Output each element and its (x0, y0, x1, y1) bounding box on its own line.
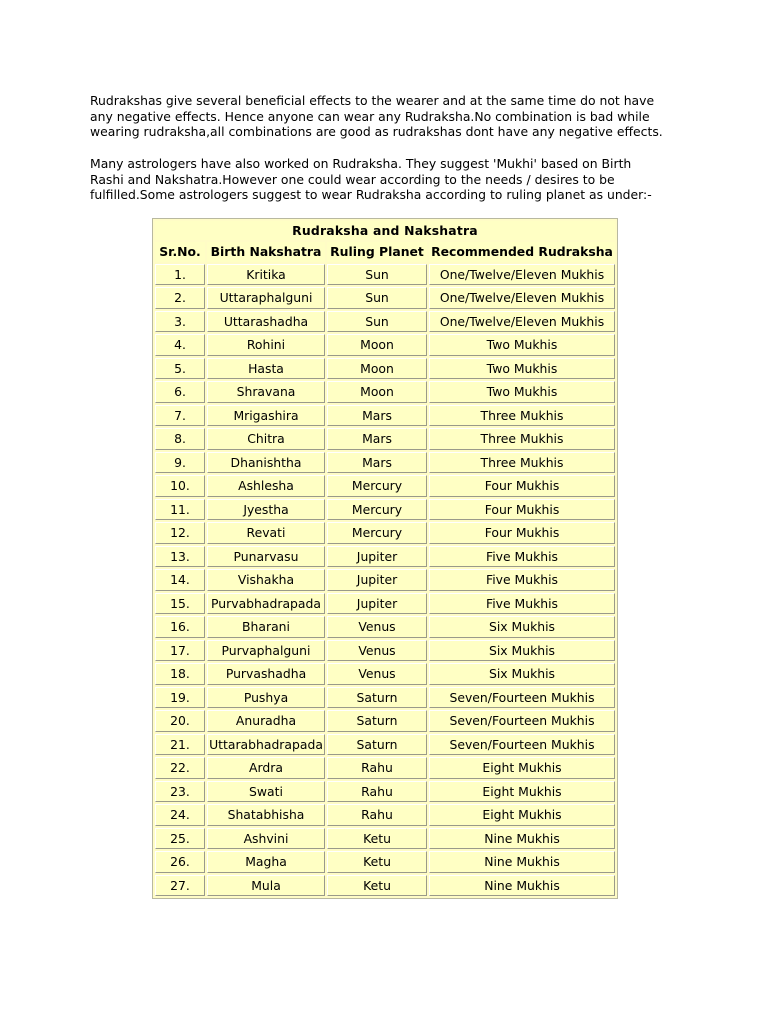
cell-ruling-planet: Moon (327, 381, 427, 403)
cell-recommended-rudraksha: Eight Mukhis (429, 757, 615, 779)
rudraksha-nakshatra-table (152, 218, 618, 899)
cell-birth-nakshatra: Punarvasu (207, 546, 325, 568)
cell-birth-nakshatra: Ashvini (207, 828, 325, 850)
cell-srno: 1. (155, 264, 205, 286)
cell-srno: 3. (155, 311, 205, 333)
cell-srno: 26. (155, 851, 205, 873)
cell-birth-nakshatra: Mula (207, 875, 325, 897)
cell-ruling-planet: Venus (327, 616, 427, 638)
table-row (155, 381, 615, 403)
cell-birth-nakshatra: Mrigashira (207, 405, 325, 427)
cell-recommended-rudraksha: Five Mukhis (429, 593, 615, 615)
text-line: Rashi and Nakshatra.However one could wear according to the needs / desires to be (90, 171, 615, 187)
table-row (155, 640, 615, 662)
cell-srno: 25. (155, 828, 205, 850)
table-row (155, 405, 615, 427)
table-row (155, 428, 615, 450)
cell-birth-nakshatra: Chitra (207, 428, 325, 450)
cell-recommended-rudraksha: Five Mukhis (429, 569, 615, 591)
cell-birth-nakshatra: Magha (207, 851, 325, 873)
cell-birth-nakshatra: Shatabhisha (207, 804, 325, 826)
table-row (155, 452, 615, 474)
table-row (155, 875, 615, 897)
cell-ruling-planet: Jupiter (327, 546, 427, 568)
cell-birth-nakshatra: Kritika (207, 264, 325, 286)
table-caption-row (155, 221, 615, 240)
cell-recommended-rudraksha: Nine Mukhis (429, 828, 615, 850)
table-row (155, 593, 615, 615)
cell-birth-nakshatra: Purvashadha (207, 663, 325, 685)
table-row (155, 475, 615, 497)
cell-ruling-planet: Jupiter (327, 569, 427, 591)
cell-ruling-planet: Rahu (327, 757, 427, 779)
text-line: Rudrakshas give several beneficial effects to the wearer and at the same time do not have (90, 93, 655, 108)
cell-birth-nakshatra: Uttarashadha (207, 311, 325, 333)
cell-recommended-rudraksha: Three Mukhis (429, 452, 615, 474)
table-row (155, 710, 615, 732)
cell-ruling-planet: Rahu (327, 804, 427, 826)
column-header-srno: Sr.No. (155, 242, 205, 262)
table-row (155, 687, 615, 709)
text-line: Many astrologers have also worked on Rudraksha. They suggest 'Mukhi' based on Birth (90, 156, 632, 171)
cell-birth-nakshatra: Pushya (207, 687, 325, 709)
cell-srno: 14. (155, 569, 205, 591)
cell-srno: 8. (155, 428, 205, 450)
cell-srno: 16. (155, 616, 205, 638)
cell-ruling-planet: Mars (327, 452, 427, 474)
cell-srno: 19. (155, 687, 205, 709)
cell-ruling-planet: Mercury (327, 499, 427, 521)
table-row (155, 663, 615, 685)
cell-srno: 10. (155, 475, 205, 497)
cell-birth-nakshatra: Purvaphalguni (207, 640, 325, 662)
cell-srno: 22. (155, 757, 205, 779)
cell-ruling-planet: Ketu (327, 828, 427, 850)
cell-recommended-rudraksha: Seven/Fourteen Mukhis (429, 710, 615, 732)
cell-srno: 24. (155, 804, 205, 826)
cell-ruling-planet: Venus (327, 640, 427, 662)
cell-recommended-rudraksha: Two Mukhis (429, 381, 615, 403)
cell-srno: 18. (155, 663, 205, 685)
cell-recommended-rudraksha: One/Twelve/Eleven Mukhis (429, 287, 615, 309)
cell-birth-nakshatra: Ardra (207, 757, 325, 779)
cell-birth-nakshatra: Vishakha (207, 569, 325, 591)
cell-ruling-planet: Venus (327, 663, 427, 685)
intro-paragraph-2 (90, 156, 690, 203)
table-row (155, 264, 615, 286)
cell-ruling-planet: Jupiter (327, 593, 427, 615)
cell-ruling-planet: Saturn (327, 734, 427, 756)
cell-birth-nakshatra: Revati (207, 522, 325, 544)
cell-ruling-planet: Mercury (327, 522, 427, 544)
cell-ruling-planet: Moon (327, 334, 427, 356)
table-caption: Rudraksha and Nakshatra (155, 221, 615, 240)
table-row (155, 311, 615, 333)
cell-srno: 9. (155, 452, 205, 474)
cell-recommended-rudraksha: One/Twelve/Eleven Mukhis (429, 264, 615, 286)
cell-recommended-rudraksha: Seven/Fourteen Mukhis (429, 687, 615, 709)
cell-recommended-rudraksha: Five Mukhis (429, 546, 615, 568)
cell-srno: 15. (155, 593, 205, 615)
rudraksha-table-container (152, 218, 618, 899)
table-header-row (155, 242, 615, 262)
cell-srno: 13. (155, 546, 205, 568)
table-row (155, 804, 615, 826)
cell-srno: 12. (155, 522, 205, 544)
cell-ruling-planet: Rahu (327, 781, 427, 803)
table-body (155, 264, 615, 897)
cell-recommended-rudraksha: Four Mukhis (429, 499, 615, 521)
cell-recommended-rudraksha: Three Mukhis (429, 428, 615, 450)
cell-recommended-rudraksha: Two Mukhis (429, 358, 615, 380)
table-row (155, 757, 615, 779)
cell-srno: 7. (155, 405, 205, 427)
cell-ruling-planet: Sun (327, 264, 427, 286)
column-header-ruling-planet: Ruling Planet (327, 242, 427, 262)
table-row (155, 851, 615, 873)
cell-birth-nakshatra: Swati (207, 781, 325, 803)
column-header-birth-nakshatra: Birth Nakshatra (207, 242, 325, 262)
cell-srno: 27. (155, 875, 205, 897)
cell-srno: 17. (155, 640, 205, 662)
cell-birth-nakshatra: Hasta (207, 358, 325, 380)
cell-ruling-planet: Mercury (327, 475, 427, 497)
cell-birth-nakshatra: Uttaraphalguni (207, 287, 325, 309)
cell-birth-nakshatra: Anuradha (207, 710, 325, 732)
cell-ruling-planet: Saturn (327, 687, 427, 709)
cell-srno: 4. (155, 334, 205, 356)
cell-srno: 2. (155, 287, 205, 309)
cell-ruling-planet: Mars (327, 405, 427, 427)
table-row (155, 616, 615, 638)
table-row (155, 287, 615, 309)
cell-birth-nakshatra: Rohini (207, 334, 325, 356)
cell-recommended-rudraksha: Eight Mukhis (429, 781, 615, 803)
cell-birth-nakshatra: Shravana (207, 381, 325, 403)
cell-recommended-rudraksha: Six Mukhis (429, 663, 615, 685)
table-row (155, 499, 615, 521)
cell-srno: 11. (155, 499, 205, 521)
text-line: any negative effects. Hence anyone can wear any Rudraksha.No combination is bad while (90, 108, 650, 124)
cell-recommended-rudraksha: Nine Mukhis (429, 875, 615, 897)
cell-birth-nakshatra: Ashlesha (207, 475, 325, 497)
cell-birth-nakshatra: Purvabhadrapada (207, 593, 325, 615)
cell-srno: 5. (155, 358, 205, 380)
cell-recommended-rudraksha: Four Mukhis (429, 475, 615, 497)
cell-srno: 6. (155, 381, 205, 403)
cell-recommended-rudraksha: Six Mukhis (429, 616, 615, 638)
table-row (155, 781, 615, 803)
cell-birth-nakshatra: Jyestha (207, 499, 325, 521)
cell-recommended-rudraksha: Six Mukhis (429, 640, 615, 662)
cell-srno: 20. (155, 710, 205, 732)
cell-ruling-planet: Moon (327, 358, 427, 380)
cell-ruling-planet: Mars (327, 428, 427, 450)
cell-ruling-planet: Sun (327, 287, 427, 309)
table-row (155, 569, 615, 591)
table-row (155, 334, 615, 356)
cell-ruling-planet: Sun (327, 311, 427, 333)
cell-birth-nakshatra: Bharani (207, 616, 325, 638)
table-row (155, 734, 615, 756)
text-line: wearing rudraksha,all combinations are good as rudrakshas dont have any negative effects. (90, 124, 663, 139)
cell-srno: 21. (155, 734, 205, 756)
cell-ruling-planet: Saturn (327, 710, 427, 732)
table-row (155, 546, 615, 568)
table-row (155, 828, 615, 850)
text-line: fulfilled.Some astrologers suggest to wear Rudraksha according to ruling planet as under:- (90, 187, 652, 202)
cell-ruling-planet: Ketu (327, 875, 427, 897)
cell-recommended-rudraksha: One/Twelve/Eleven Mukhis (429, 311, 615, 333)
cell-recommended-rudraksha: Two Mukhis (429, 334, 615, 356)
cell-recommended-rudraksha: Three Mukhis (429, 405, 615, 427)
cell-ruling-planet: Ketu (327, 851, 427, 873)
table-row (155, 522, 615, 544)
table-row (155, 358, 615, 380)
cell-birth-nakshatra: Uttarabhadrapada (207, 734, 325, 756)
intro-paragraph-1 (90, 93, 690, 140)
cell-recommended-rudraksha: Seven/Fourteen Mukhis (429, 734, 615, 756)
cell-recommended-rudraksha: Eight Mukhis (429, 804, 615, 826)
cell-recommended-rudraksha: Four Mukhis (429, 522, 615, 544)
column-header-recommended-rudraksha: Recommended Rudraksha (429, 242, 615, 262)
cell-srno: 23. (155, 781, 205, 803)
cell-recommended-rudraksha: Nine Mukhis (429, 851, 615, 873)
cell-birth-nakshatra: Dhanishtha (207, 452, 325, 474)
